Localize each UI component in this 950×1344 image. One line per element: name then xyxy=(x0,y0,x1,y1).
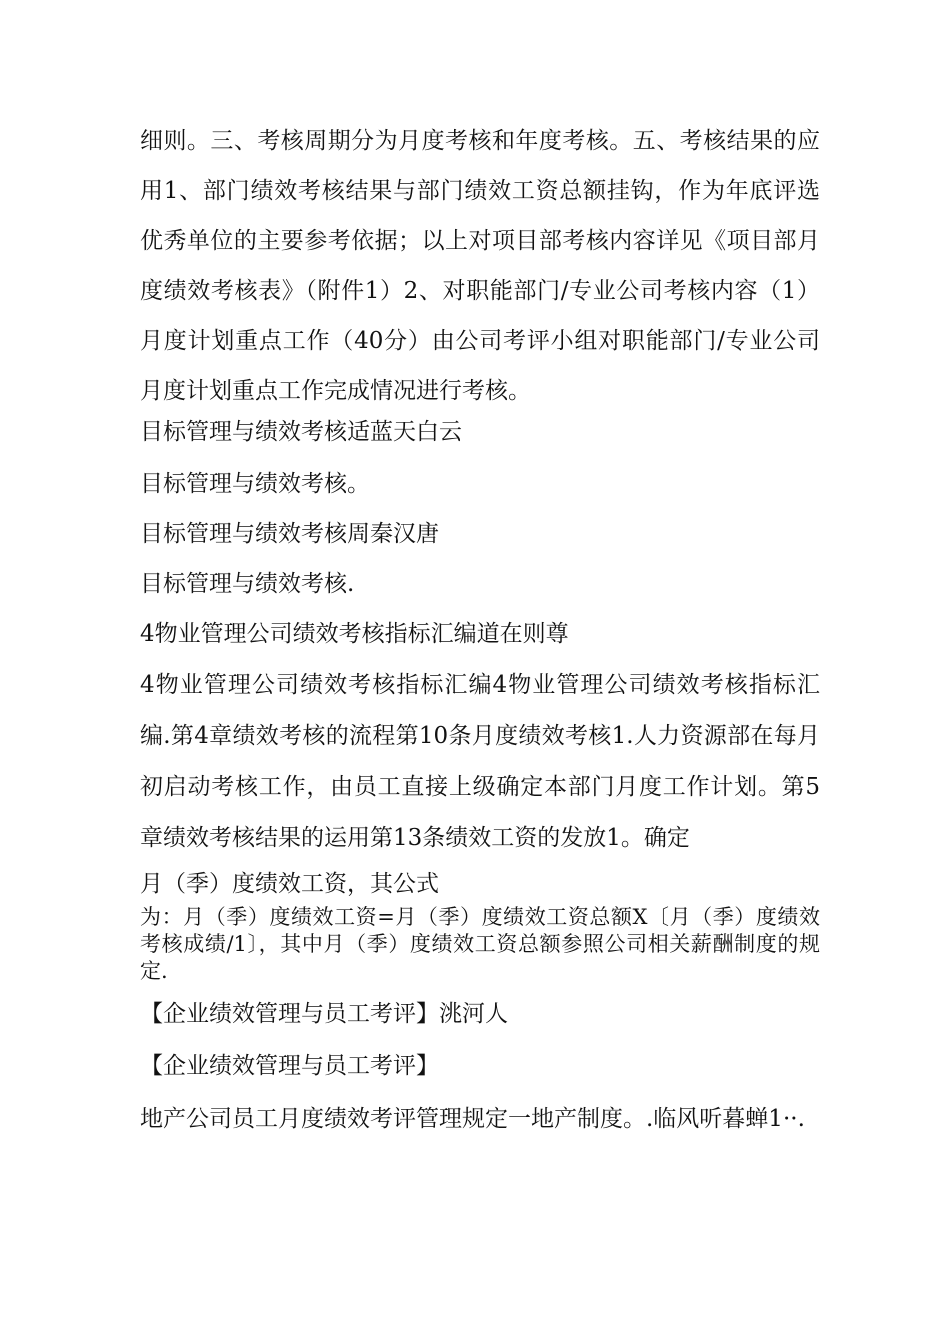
paragraph-wuye: 4物业管理公司绩效考核指标汇编4物业管理公司绩效考核指标汇编.第4章绩效考核的流程第10条月度绩效考核1.人力资源部在每月初启动考核工作，由员工直接上级确定本部门月度工作计划。第5章绩效考核结果的运用第13条绩效工资的发放1。确定 xyxy=(140,672,820,851)
paragraph-intro: 细则。三、考核周期分为月度考核和年度考核。五、考核结果的应用1、部门绩效考核结果与部门绩效工资总额挂钩，作为年底评选优秀单位的主要参考依据；以上对项目部考核内容详见《项目部月度绩效考核表》（附件1）2、对职能部门/专业公司考核内容（1）月度计划重点工作（40分）由公司考评小组对职能部门/专业公司月度计划重点工作完成情况进行考核。 xyxy=(140,128,820,404)
section-heading-6: 【企业绩效管理与员工考评】洮河人 xyxy=(140,1001,508,1027)
paragraph-formula-body: 为：月（季）度绩效工资=月（季）度绩效工资总额X〔月（季）度绩效考核成绩/1〕，其中月（季）度绩效工资总额参照公司相关薪酬制度的规定. xyxy=(140,905,820,983)
section-heading-1: 目标管理与绩效考核适蓝天白云 xyxy=(140,419,462,445)
section-heading-2: 目标管理与绩效考核。 xyxy=(140,471,370,497)
section-heading-7: 【企业绩效管理与员工考评】 xyxy=(140,1053,439,1079)
paragraph-last: 地产公司员工月度绩效考评管理规定一地产制度。.临风听暮蝉1··. xyxy=(140,1106,805,1132)
section-heading-4: 目标管理与绩效考核. xyxy=(140,571,355,597)
section-heading-5: 4物业管理公司绩效考核指标汇编道在则尊 xyxy=(140,621,569,647)
paragraph-formula-line: 月（季）度绩效工资，其公式 xyxy=(140,871,439,897)
section-heading-3: 目标管理与绩效考核周秦汉唐 xyxy=(140,521,439,547)
